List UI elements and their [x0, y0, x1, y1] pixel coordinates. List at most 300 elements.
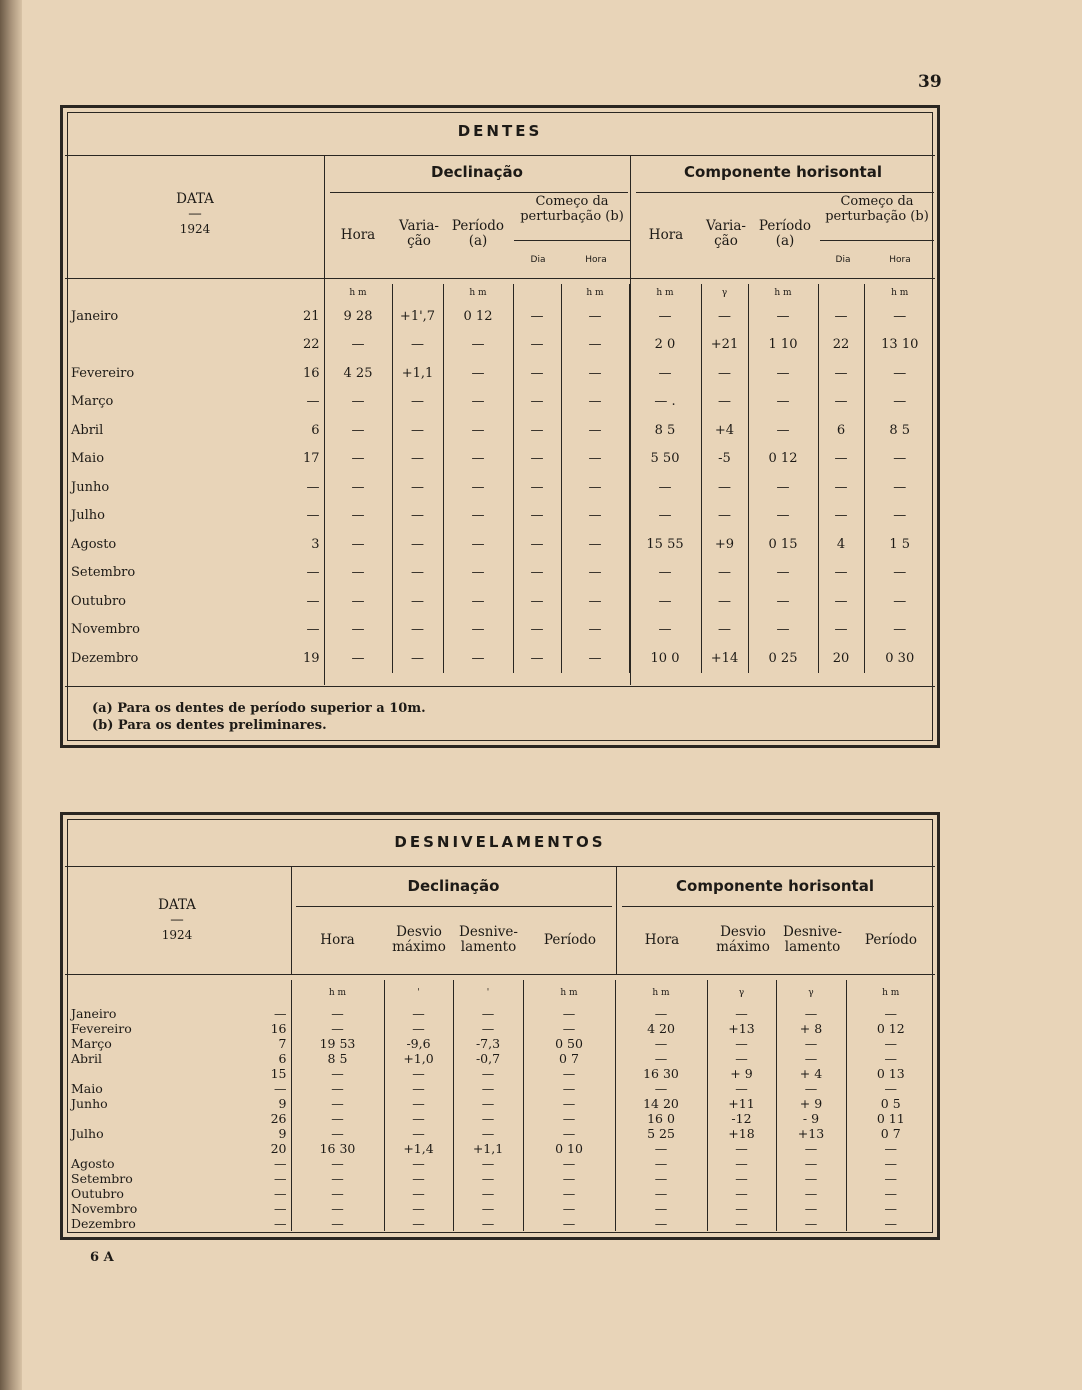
value-cell: 0 25	[748, 644, 818, 673]
value-cell: —	[443, 359, 513, 388]
value-cell: —	[443, 559, 513, 588]
table-row	[65, 1081, 935, 1096]
dentes-decl-hora-header: Hora	[340, 227, 376, 243]
value-cell: —	[384, 1186, 453, 1201]
value-cell: —	[523, 1216, 615, 1231]
value-cell: 5 50	[629, 445, 701, 474]
unit-cell: h m	[748, 284, 818, 302]
dentes-note-a: (a) Para os dentes de período superior a 10m.	[92, 701, 426, 716]
value-cell: —	[324, 445, 392, 474]
value-cell: —	[701, 502, 748, 531]
value-cell: —	[748, 559, 818, 588]
month-label: Janeiro	[71, 1006, 117, 1021]
value-cell: —	[324, 530, 392, 559]
value-cell: — .	[629, 388, 701, 417]
value-cell: +9	[701, 530, 748, 559]
value-cell: —	[523, 1186, 615, 1201]
month-label: Julho	[71, 1126, 104, 1141]
value-cell: —	[384, 1156, 453, 1171]
value-cell: —	[291, 1216, 384, 1231]
value-cell: —	[513, 331, 561, 360]
unit-cell: h m	[629, 284, 701, 302]
value-cell: - 9	[776, 1111, 846, 1126]
value-cell: —	[846, 1171, 935, 1186]
value-cell: —	[707, 1051, 776, 1066]
table-row	[65, 587, 935, 616]
desniv-comp-desvio-header: Desvio máximo	[716, 924, 770, 955]
value-cell: -7,3	[453, 1036, 523, 1051]
day-cell: —	[274, 1081, 287, 1096]
day-cell: 6	[278, 1051, 287, 1066]
month-label: Outubro	[71, 593, 126, 609]
table-row	[65, 331, 935, 360]
month-label: Junho	[71, 479, 110, 495]
value-cell: -5	[701, 445, 748, 474]
month-label: Dezembro	[71, 1216, 136, 1231]
unit-cell: h m	[561, 284, 629, 302]
value-cell: —	[561, 473, 629, 502]
day-cell: —	[306, 394, 320, 410]
day-cell: 20	[270, 1141, 287, 1156]
value-cell: 8 5	[864, 416, 935, 445]
value-cell: —	[561, 616, 629, 645]
value-cell: +21	[701, 331, 748, 360]
month-label: Setembro	[71, 1171, 133, 1186]
value-cell: —	[324, 473, 392, 502]
value-cell: —	[523, 1111, 615, 1126]
value-cell: —	[748, 388, 818, 417]
table-row	[65, 1021, 935, 1036]
table-row	[65, 445, 935, 474]
table-row	[65, 559, 935, 588]
value-cell: 0 30	[864, 644, 935, 673]
value-cell: —	[453, 1006, 523, 1021]
value-cell: —	[615, 1186, 707, 1201]
value-cell: 15 55	[629, 530, 701, 559]
month-label: Junho	[71, 1096, 108, 1111]
table-row	[65, 1051, 935, 1066]
value-cell: + 4	[776, 1066, 846, 1081]
value-cell: —	[324, 644, 392, 673]
table-row	[65, 1156, 935, 1171]
dentes-data-table	[65, 284, 935, 673]
dentes-data-label: DATA — 1924	[176, 191, 214, 236]
day-cell: 16	[270, 1021, 287, 1036]
value-cell: +18	[707, 1126, 776, 1141]
day-cell: —	[306, 565, 320, 581]
value-cell: —	[818, 388, 864, 417]
day-cell: 9	[278, 1126, 287, 1141]
value-cell: —	[707, 1186, 776, 1201]
value-cell: —	[846, 1081, 935, 1096]
value-cell: +13	[776, 1126, 846, 1141]
value-cell: —	[776, 1216, 846, 1231]
value-cell: —	[818, 473, 864, 502]
value-cell: —	[561, 587, 629, 616]
value-cell: —	[864, 388, 935, 417]
value-cell: —	[384, 1096, 453, 1111]
value-cell: —	[846, 1156, 935, 1171]
value-cell: —	[561, 559, 629, 588]
desniv-decl-desnivel-header: Desnive-lamento	[459, 924, 518, 955]
day-cell: —	[274, 1186, 287, 1201]
value-cell: —	[513, 616, 561, 645]
month-label	[65, 1141, 225, 1156]
month-label: Maio	[71, 451, 105, 467]
value-cell: —	[523, 1126, 615, 1141]
table-row	[65, 416, 935, 445]
dentes-decl-periodo-header: Período (a)	[451, 218, 505, 249]
value-cell: —	[776, 1156, 846, 1171]
value-cell: —	[523, 1021, 615, 1036]
value-cell: —	[443, 445, 513, 474]
table-row	[65, 1141, 935, 1156]
month-label	[65, 331, 260, 360]
value-cell: + 8	[776, 1021, 846, 1036]
value-cell: —	[561, 416, 629, 445]
dentes-decl-hora-small-header: Hora	[585, 255, 607, 265]
value-cell: —	[846, 1141, 935, 1156]
month-label: Novembro	[71, 1201, 138, 1216]
value-cell: 5 25	[615, 1126, 707, 1141]
value-cell: —	[513, 530, 561, 559]
value-cell: —	[629, 502, 701, 531]
unit-cell	[513, 284, 561, 302]
value-cell: 22	[818, 331, 864, 360]
value-cell: —	[453, 1021, 523, 1036]
value-cell: —	[453, 1081, 523, 1096]
value-cell: —	[392, 502, 443, 531]
month-label: Abril	[71, 1051, 102, 1066]
table-row	[65, 616, 935, 645]
value-cell: —	[846, 1216, 935, 1231]
value-cell: 1 5	[864, 530, 935, 559]
table-row	[65, 359, 935, 388]
day-cell: 6	[311, 422, 320, 438]
page-number: 39	[918, 72, 942, 92]
value-cell: —	[443, 616, 513, 645]
day-cell: —	[274, 1006, 287, 1021]
desniv-comp-periodo-header: Período	[864, 932, 918, 948]
value-cell: —	[384, 1216, 453, 1231]
day-cell: 17	[302, 451, 320, 467]
value-cell: —	[707, 1081, 776, 1096]
month-label	[65, 1111, 225, 1126]
month-label: Outubro	[71, 1186, 124, 1201]
value-cell: —	[443, 587, 513, 616]
value-cell: —	[615, 1036, 707, 1051]
desniv-comp-hora-header: Hora	[644, 932, 680, 948]
value-cell: —	[707, 1036, 776, 1051]
dentes-decl-comeco-header: Começo da perturbação (b)	[520, 194, 624, 224]
value-cell: —	[513, 359, 561, 388]
value-cell: 1 10	[748, 331, 818, 360]
unit-cell: h m	[523, 980, 615, 1006]
value-cell: 4 25	[324, 359, 392, 388]
value-cell: —	[523, 1006, 615, 1021]
day-cell: 16	[302, 365, 320, 381]
day-cell: 22	[302, 337, 320, 353]
unit-cell: γ	[701, 284, 748, 302]
value-cell: —	[561, 302, 629, 331]
value-cell: —	[443, 388, 513, 417]
value-cell: —	[846, 1186, 935, 1201]
unit-cell: '	[453, 980, 523, 1006]
value-cell: —	[443, 644, 513, 673]
value-cell: 0 12	[846, 1021, 935, 1036]
value-cell: —	[561, 445, 629, 474]
value-cell: 0 10	[523, 1141, 615, 1156]
value-cell: —	[615, 1171, 707, 1186]
value-cell: —	[291, 1126, 384, 1141]
value-cell: —	[392, 616, 443, 645]
value-cell: —	[776, 1081, 846, 1096]
day-cell: —	[306, 622, 320, 638]
value-cell: 4 20	[615, 1021, 707, 1036]
value-cell: 0 12	[748, 445, 818, 474]
value-cell: —	[701, 616, 748, 645]
value-cell: —	[561, 331, 629, 360]
value-cell: —	[443, 473, 513, 502]
table-row	[65, 1171, 935, 1186]
unit-cell: h m	[846, 980, 935, 1006]
value-cell: —	[629, 359, 701, 388]
value-cell: —	[776, 1186, 846, 1201]
value-cell: —	[776, 1201, 846, 1216]
value-cell: —	[776, 1036, 846, 1051]
month-label: Dezembro	[71, 650, 139, 666]
day-cell: 21	[302, 308, 320, 324]
value-cell: —	[443, 530, 513, 559]
value-cell: 16 0	[615, 1111, 707, 1126]
desnivelamentos-title: DESNIVELAMENTOS	[394, 833, 606, 851]
value-cell: 20	[818, 644, 864, 673]
value-cell: —	[324, 616, 392, 645]
value-cell: —	[818, 587, 864, 616]
value-cell: 10 0	[629, 644, 701, 673]
value-cell: 16 30	[615, 1066, 707, 1081]
value-cell: 0 15	[748, 530, 818, 559]
desniv-decl-desvio-header: Desvio máximo	[392, 924, 446, 955]
value-cell: +1',7	[392, 302, 443, 331]
value-cell: —	[513, 473, 561, 502]
value-cell: —	[291, 1066, 384, 1081]
unit-cell: γ	[776, 980, 846, 1006]
value-cell: —	[701, 388, 748, 417]
value-cell: —	[392, 587, 443, 616]
value-cell: 6	[818, 416, 864, 445]
day-cell: 7	[278, 1036, 287, 1051]
dentes-comp-hora-small-header: Hora	[889, 255, 911, 265]
value-cell: —	[291, 1081, 384, 1096]
unit-cell	[818, 284, 864, 302]
value-cell: -9,6	[384, 1036, 453, 1051]
value-cell: —	[561, 388, 629, 417]
value-cell: —	[392, 331, 443, 360]
value-cell: —	[384, 1066, 453, 1081]
value-cell: 0 5	[846, 1096, 935, 1111]
value-cell: —	[324, 388, 392, 417]
value-cell: -12	[707, 1111, 776, 1126]
value-cell: —	[818, 359, 864, 388]
dentes-title: DENTES	[457, 122, 543, 140]
desniv-declinacao-header: Declinação	[407, 877, 500, 895]
value-cell: —	[443, 502, 513, 531]
value-cell: +1,4	[384, 1141, 453, 1156]
value-cell: —	[392, 416, 443, 445]
value-cell: —	[818, 302, 864, 331]
day-cell: —	[274, 1171, 287, 1186]
value-cell: —	[707, 1201, 776, 1216]
value-cell: —	[384, 1081, 453, 1096]
dentes-note-b: (b) Para os dentes preliminares.	[92, 718, 327, 733]
month-label: Fevereiro	[71, 1021, 132, 1036]
value-cell: 2 0	[629, 331, 701, 360]
value-cell: —	[846, 1051, 935, 1066]
value-cell: —	[291, 1186, 384, 1201]
value-cell: —	[523, 1066, 615, 1081]
value-cell: —	[513, 559, 561, 588]
value-cell: —	[561, 530, 629, 559]
value-cell: —	[453, 1216, 523, 1231]
month-label: Maio	[71, 1081, 103, 1096]
value-cell: —	[748, 302, 818, 331]
value-cell: —	[513, 445, 561, 474]
value-cell: —	[523, 1096, 615, 1111]
value-cell: —	[384, 1201, 453, 1216]
dentes-componente-header: Componente horisontal	[684, 163, 882, 181]
desniv-componente-header: Componente horisontal	[676, 877, 874, 895]
value-cell: —	[443, 331, 513, 360]
value-cell: —	[324, 416, 392, 445]
value-cell: —	[615, 1051, 707, 1066]
value-cell: —	[748, 473, 818, 502]
value-cell: —	[748, 616, 818, 645]
value-cell: -0,7	[453, 1051, 523, 1066]
unit-cell: h m	[443, 284, 513, 302]
value-cell: —	[392, 530, 443, 559]
value-cell: —	[291, 1111, 384, 1126]
value-cell: —	[384, 1021, 453, 1036]
value-cell: —	[864, 616, 935, 645]
day-cell: —	[306, 508, 320, 524]
table-row	[65, 1066, 935, 1081]
value-cell: 0 7	[523, 1051, 615, 1066]
day-cell: —	[306, 593, 320, 609]
value-cell: —	[701, 359, 748, 388]
value-cell: —	[818, 559, 864, 588]
value-cell: —	[818, 445, 864, 474]
value-cell: —	[701, 473, 748, 502]
dentes-comp-dia-header: Dia	[835, 255, 851, 265]
value-cell: —	[523, 1201, 615, 1216]
value-cell: —	[846, 1036, 935, 1051]
value-cell: +1,1	[453, 1141, 523, 1156]
value-cell: —	[291, 1201, 384, 1216]
footer-mark: 6 A	[90, 1250, 114, 1265]
desniv-data-label: DATA — 1924	[158, 897, 196, 942]
desniv-decl-hora-header: Hora	[320, 932, 355, 948]
dentes-decl-variacao-header: Varia-ção	[399, 218, 439, 249]
month-label: Julho	[71, 508, 105, 524]
value-cell: —	[846, 1201, 935, 1216]
value-cell: +1,1	[392, 359, 443, 388]
value-cell: —	[384, 1006, 453, 1021]
value-cell: +4	[701, 416, 748, 445]
dentes-comp-variacao-header: Varia-ção	[706, 218, 746, 249]
value-cell: —	[513, 587, 561, 616]
value-cell: —	[291, 1171, 384, 1186]
value-cell: —	[864, 359, 935, 388]
value-cell: —	[384, 1111, 453, 1126]
value-cell: —	[324, 331, 392, 360]
value-cell: —	[776, 1171, 846, 1186]
value-cell: —	[523, 1081, 615, 1096]
table-row	[65, 502, 935, 531]
value-cell: —	[513, 302, 561, 331]
value-cell: —	[392, 559, 443, 588]
dentes-comp-comeco-header: Começo da perturbação (b)	[825, 194, 929, 224]
day-cell: —	[274, 1156, 287, 1171]
value-cell: —	[776, 1051, 846, 1066]
month-label: Abril	[71, 422, 104, 438]
table-row	[65, 1186, 935, 1201]
day-cell: 9	[278, 1096, 287, 1111]
value-cell: —	[818, 616, 864, 645]
unit-cell	[392, 284, 443, 302]
value-cell: —	[291, 1021, 384, 1036]
day-cell: 15	[270, 1066, 287, 1081]
value-cell: —	[392, 445, 443, 474]
value-cell: 0 11	[846, 1111, 935, 1126]
value-cell: —	[615, 1141, 707, 1156]
value-cell: —	[748, 502, 818, 531]
month-label: Setembro	[71, 565, 136, 581]
month-label	[65, 1066, 225, 1081]
month-label: Março	[71, 1036, 112, 1051]
dentes-comp-periodo-header: Período (a)	[758, 218, 812, 249]
value-cell: —	[864, 559, 935, 588]
table-row	[65, 1006, 935, 1021]
value-cell: —	[748, 359, 818, 388]
value-cell: +14	[701, 644, 748, 673]
value-cell: + 9	[707, 1066, 776, 1081]
value-cell: 0 7	[846, 1126, 935, 1141]
value-cell: —	[776, 1006, 846, 1021]
value-cell: —	[561, 359, 629, 388]
value-cell: —	[324, 587, 392, 616]
value-cell: —	[513, 502, 561, 531]
value-cell: —	[864, 473, 935, 502]
month-label: Fevereiro	[71, 365, 135, 381]
value-cell: —	[701, 587, 748, 616]
value-cell: —	[324, 559, 392, 588]
unit-cell: h m	[864, 284, 935, 302]
table-row	[65, 388, 935, 417]
value-cell: 0 12	[443, 302, 513, 331]
value-cell: —	[453, 1126, 523, 1141]
day-cell: —	[306, 479, 320, 495]
value-cell: —	[707, 1006, 776, 1021]
value-cell: —	[291, 1156, 384, 1171]
value-cell: +11	[707, 1096, 776, 1111]
value-cell: —	[561, 644, 629, 673]
value-cell: —	[748, 587, 818, 616]
value-cell: —	[615, 1201, 707, 1216]
dentes-comp-hora-header: Hora	[648, 227, 684, 243]
value-cell: —	[629, 616, 701, 645]
value-cell: —	[561, 502, 629, 531]
